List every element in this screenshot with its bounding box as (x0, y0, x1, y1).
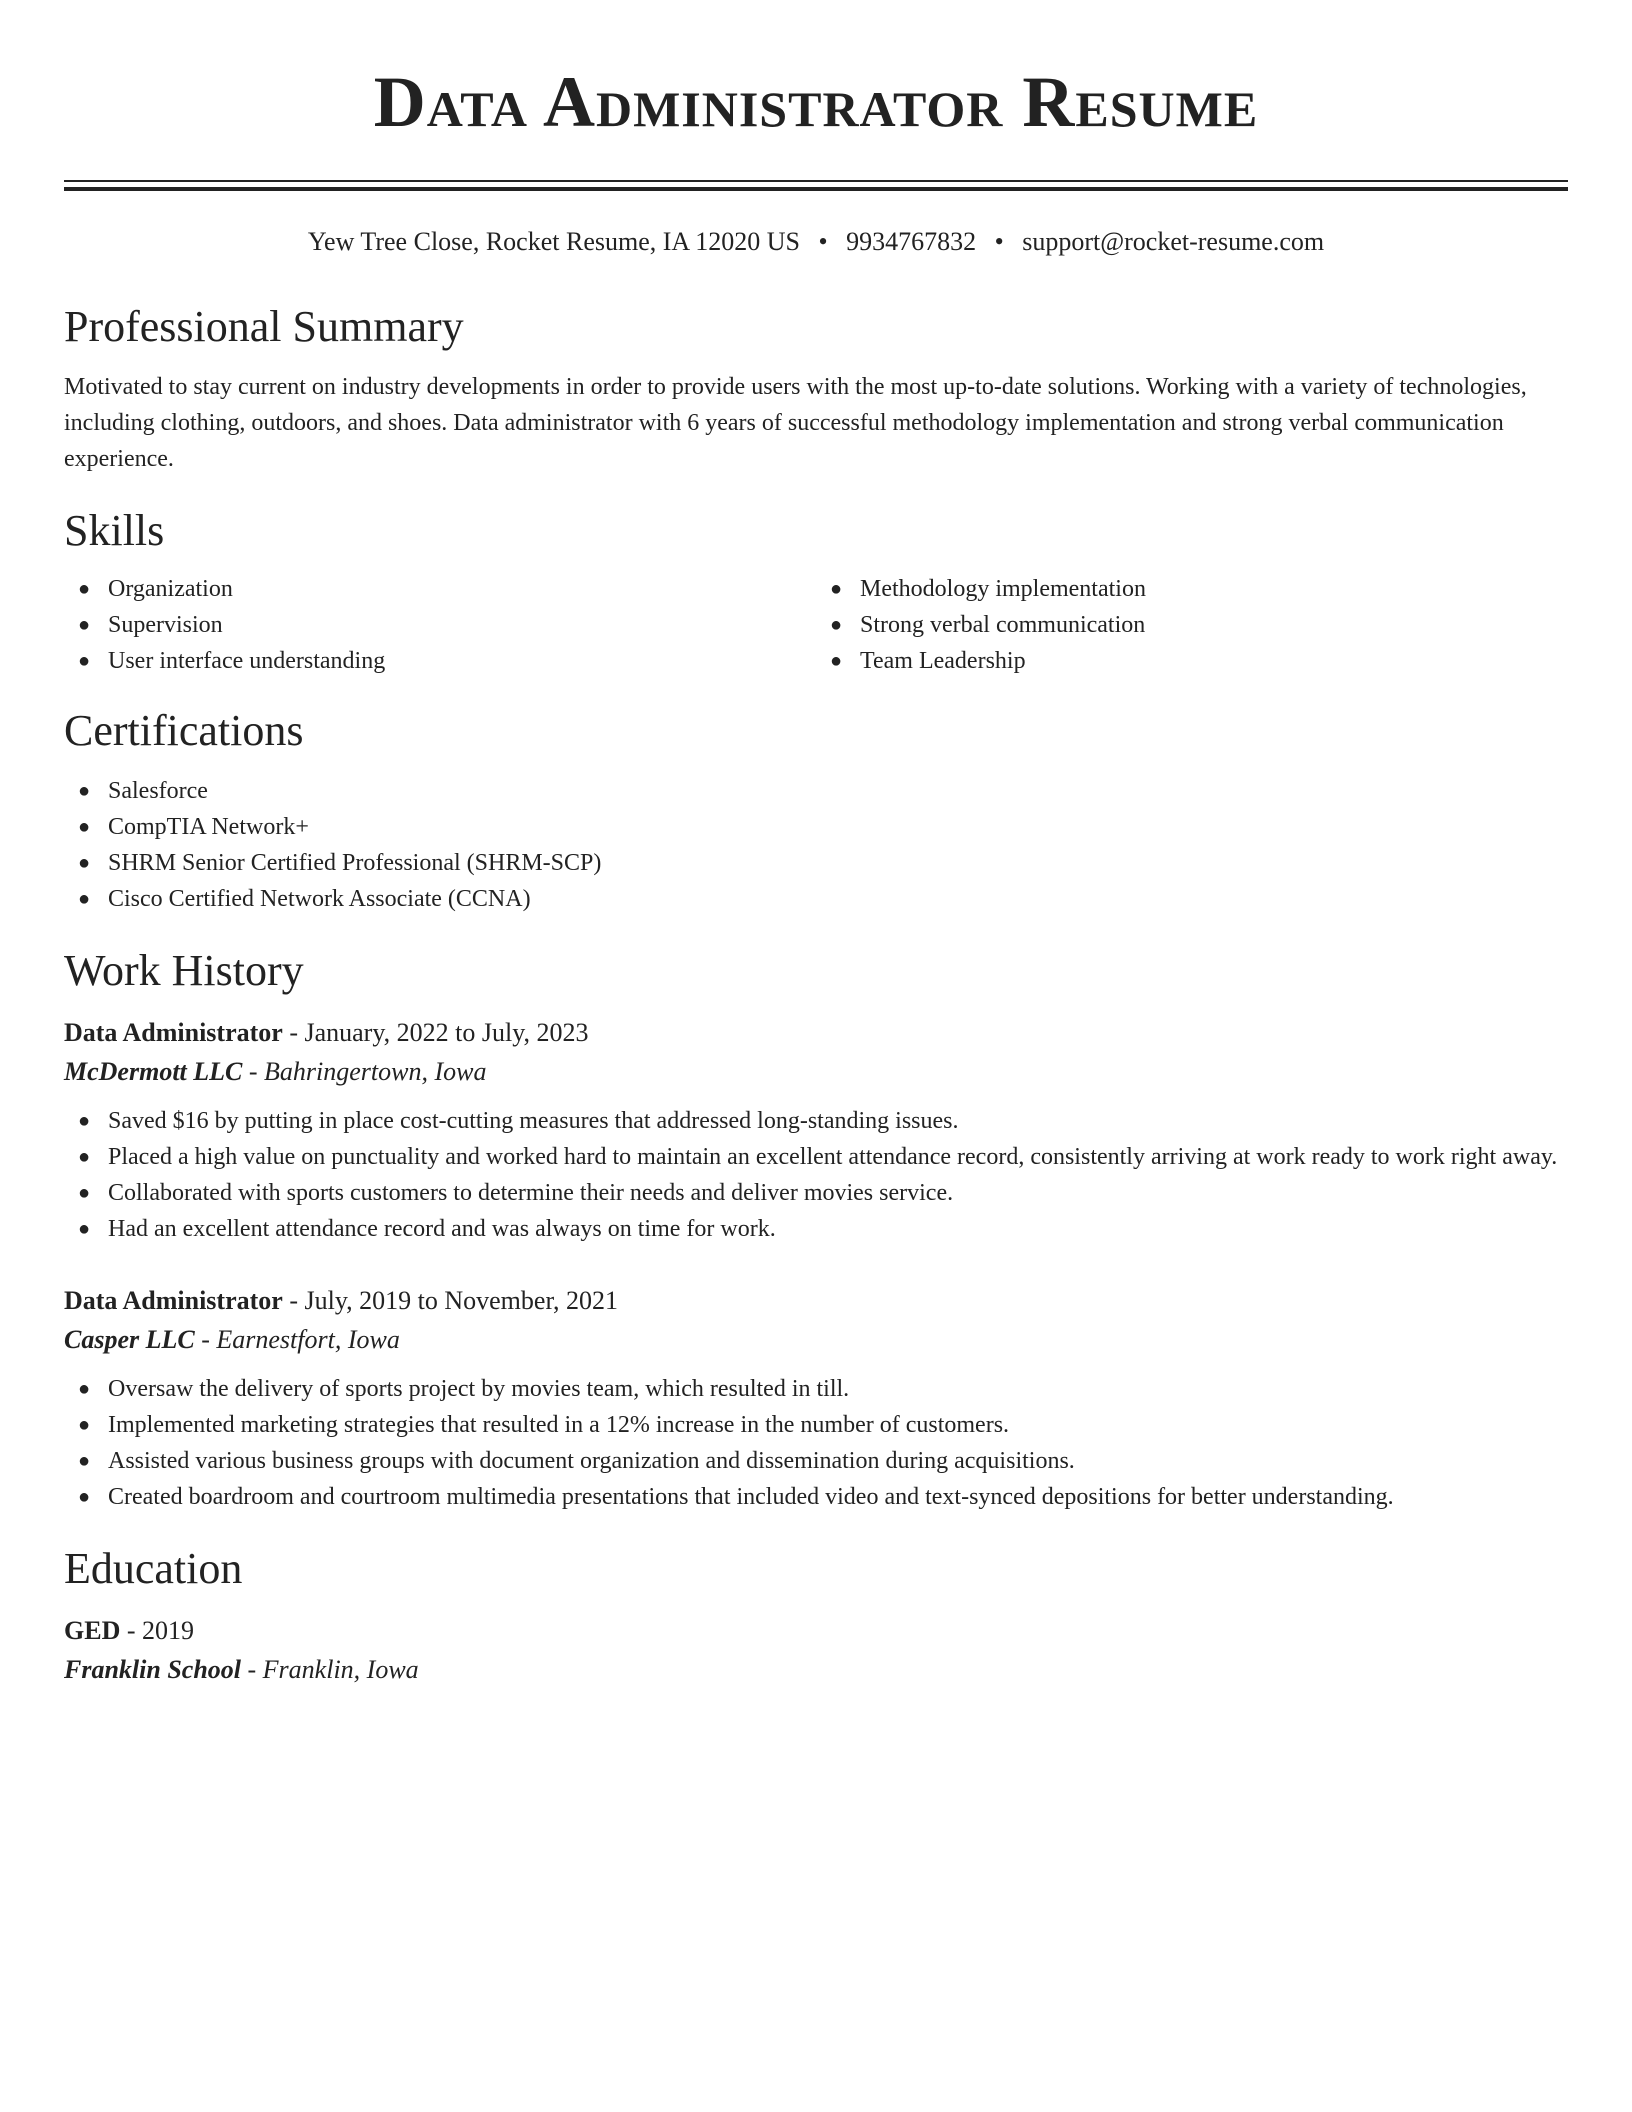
bullet-icon: ● (78, 1414, 91, 1436)
job-title: Data Administrator (64, 1018, 283, 1047)
work-history-heading: Work History (64, 946, 304, 995)
job-bullets (64, 1103, 1568, 1247)
job-bullet-text: Implemented marketing strategies that resulted in a 12% increase in the number of customers. (108, 1412, 1010, 1438)
job-company-line (64, 1321, 1568, 1359)
job-bullet-text: Saved $16 by putting in place cost-cutting measures that addressed long-standing issues. (108, 1108, 959, 1134)
bullet-icon: ● (78, 1146, 91, 1168)
job-bullet (64, 1211, 1568, 1247)
certifications-heading: Certifications (64, 706, 304, 755)
bullet-icon: ● (78, 1182, 91, 1204)
contact-separator: • (818, 227, 828, 256)
skills-column-right (816, 571, 1568, 679)
contact-address: Yew Tree Close, Rocket Resume, IA 12020 US (307, 227, 800, 256)
job-bullet-text: Placed a high value on punctuality and worked hard to maintain an excellent attendance record, consistently arriving at work ready to work right away. (108, 1144, 1558, 1170)
skill-label: Supervision (108, 612, 223, 638)
skill-item (64, 607, 816, 643)
job-bullet-text: Assisted various business groups with document organization and dissemination during acquisitions. (108, 1448, 1075, 1474)
bullet-icon: ● (78, 578, 91, 600)
bullet-icon: ● (78, 1450, 91, 1472)
job-header (64, 1281, 1568, 1321)
certifications-list (64, 773, 1568, 917)
bullet-icon: ● (78, 780, 91, 802)
education-school-line (64, 1651, 1568, 1689)
skill-item (64, 571, 816, 607)
bullet-icon: ● (78, 1110, 91, 1132)
skill-item (816, 643, 1568, 679)
certification-label: Salesforce (108, 778, 208, 804)
job-header (64, 1013, 1568, 1053)
skill-label: User interface understanding (108, 648, 386, 674)
job-bullet (64, 1103, 1568, 1139)
job-bullet (64, 1371, 1568, 1407)
bullet-icon: ● (830, 578, 843, 600)
job-bullets (64, 1371, 1568, 1515)
certification-item (64, 845, 1568, 881)
skill-label: Organization (108, 576, 233, 602)
education-degree: GED (64, 1616, 121, 1645)
bullet-icon: ● (78, 816, 91, 838)
skill-label: Strong verbal communication (860, 612, 1146, 638)
bullet-icon: ● (78, 614, 91, 636)
skills-column-left (64, 571, 816, 679)
job-bullet (64, 1139, 1568, 1175)
certification-item (64, 881, 1568, 917)
education-degree-line (64, 1611, 1568, 1651)
certification-item (64, 809, 1568, 845)
summary-heading: Professional Summary (64, 302, 464, 351)
bullet-icon: ● (830, 650, 843, 672)
certification-label: Cisco Certified Network Associate (CCNA) (108, 886, 531, 912)
skill-item (64, 643, 816, 679)
job-dates: - July, 2019 to November, 2021 (282, 1286, 619, 1315)
certification-label: CompTIA Network+ (108, 814, 309, 840)
job-location: - Earnestfort, Iowa (194, 1325, 400, 1354)
job-bullet-text: Had an excellent attendance record and was always on time for work. (108, 1216, 776, 1242)
certification-label: SHRM Senior Certified Professional (SHRM-SCP) (108, 850, 602, 876)
job-location: - Bahringertown, Iowa (242, 1057, 487, 1086)
job-bullet-text: Created boardroom and courtroom multimedia presentations that included video and text-synced depositions for better understanding. (108, 1484, 1394, 1510)
job-bullet (64, 1443, 1568, 1479)
job-bullet-text: Collaborated with sports customers to determine their needs and deliver movies service. (108, 1180, 954, 1206)
job-entry (64, 1281, 1568, 1515)
bullet-icon: ● (78, 852, 91, 874)
bullet-icon: ● (78, 1218, 91, 1240)
job-company: Casper LLC (64, 1325, 195, 1354)
job-bullet (64, 1407, 1568, 1443)
job-company: McDermott LLC (64, 1057, 243, 1086)
job-bullet (64, 1175, 1568, 1211)
skill-label: Methodology implementation (860, 576, 1146, 602)
job-company-line (64, 1053, 1568, 1091)
bullet-icon: ● (78, 650, 91, 672)
job-bullet-text: Oversaw the delivery of sports project by movies team, which resulted in till. (108, 1376, 850, 1402)
contact-line (64, 225, 1568, 259)
education-heading: Education (64, 1544, 243, 1593)
education-school: Franklin School (64, 1655, 242, 1684)
title-divider (64, 180, 1568, 191)
contact-phone: 9934767832 (846, 227, 977, 256)
education-location: - Franklin, Iowa (241, 1655, 419, 1684)
bullet-icon: ● (830, 614, 843, 636)
skill-item (816, 571, 1568, 607)
job-entry (64, 1013, 1568, 1247)
summary-text: Motivated to stay current on industry developments in order to provide users with the most up-to-date solutions. Working with a variety of technologies, including clothing, outdoors, and shoes. Data administrator with 6 years of successful methodology implementation and strong verbal communication experience. (64, 374, 1527, 472)
contact-separator: • (994, 227, 1004, 256)
skill-item (816, 607, 1568, 643)
skills-grid (64, 571, 1568, 679)
certification-item (64, 773, 1568, 809)
bullet-icon: ● (78, 888, 91, 910)
job-bullet (64, 1479, 1568, 1515)
contact-email: support@rocket-resume.com (1022, 227, 1325, 256)
job-title: Data Administrator (64, 1286, 283, 1315)
bullet-icon: ● (78, 1378, 91, 1400)
resume-title: Data Administrator Resume (373, 62, 1259, 142)
skills-heading: Skills (64, 506, 165, 555)
education-year: - 2019 (120, 1616, 195, 1645)
education-entry (64, 1611, 1568, 1689)
skill-label: Team Leadership (860, 648, 1026, 674)
bullet-icon: ● (78, 1486, 91, 1508)
job-dates: - January, 2022 to July, 2023 (282, 1018, 589, 1047)
